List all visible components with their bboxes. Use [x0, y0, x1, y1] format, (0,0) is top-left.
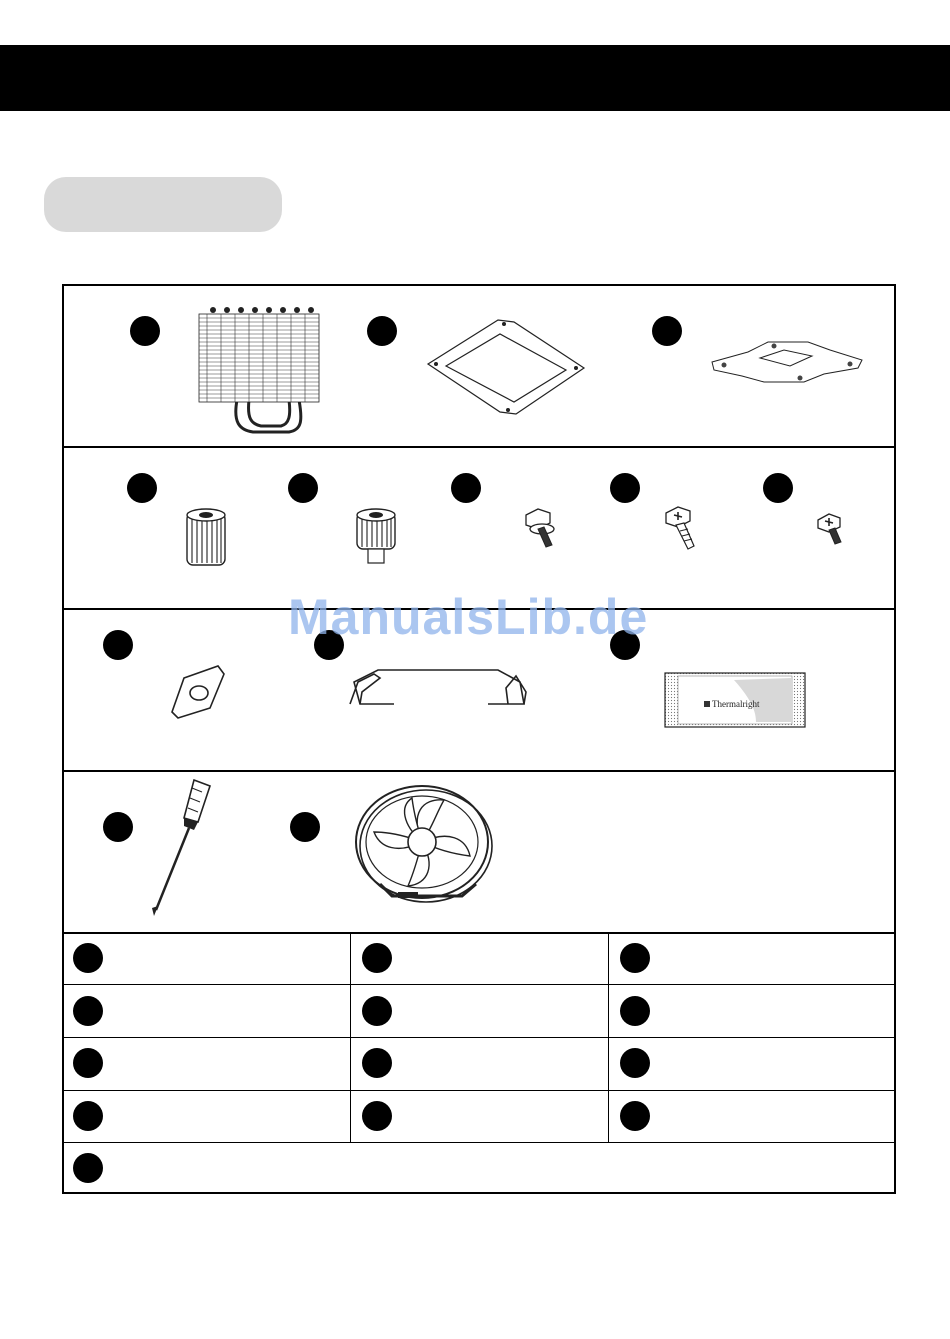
- legend-number-marker: [362, 1101, 392, 1131]
- part-number-marker: [288, 473, 318, 503]
- legend-divider: [64, 1090, 894, 1091]
- mounting-bracket-frame-icon: [424, 316, 588, 418]
- long-screw-icon: [662, 503, 702, 553]
- legend-column-divider: [350, 932, 351, 1142]
- tall-standoff-icon: [183, 505, 229, 571]
- thermal-paste-brand-label: Thermalright: [712, 699, 760, 709]
- legend-number-marker: [620, 943, 650, 973]
- short-standoff-icon: [353, 505, 399, 567]
- part-number-marker: [127, 473, 157, 503]
- legend-number-marker: [362, 943, 392, 973]
- legend-number-marker: [73, 943, 103, 973]
- screwdriver-icon: [148, 778, 218, 918]
- short-screw-icon: [815, 510, 849, 548]
- backplate-icon: [708, 336, 866, 386]
- legend-number-marker: [73, 1048, 103, 1078]
- part-number-marker: [763, 473, 793, 503]
- parts-list-frame: [62, 284, 896, 1194]
- row-divider: [64, 446, 894, 448]
- legend-number-marker: [620, 1101, 650, 1131]
- legend-number-marker: [73, 1153, 103, 1183]
- part-number-marker: [367, 316, 397, 346]
- watermark: ManualsLib.de: [288, 589, 649, 645]
- legend-number-marker: [362, 996, 392, 1026]
- part-number-marker: [610, 473, 640, 503]
- legend-divider: [64, 1142, 894, 1143]
- part-number-marker: [451, 473, 481, 503]
- legend-number-marker: [73, 996, 103, 1026]
- heatsink-icon: [193, 302, 325, 442]
- legend-number-marker: [73, 1101, 103, 1131]
- legend-number-marker: [620, 996, 650, 1026]
- thermal-paste-packet-icon: [664, 672, 806, 728]
- legend-divider: [64, 1037, 894, 1038]
- row-divider: [64, 932, 894, 934]
- legend-number-marker: [620, 1048, 650, 1078]
- part-number-marker: [103, 812, 133, 842]
- insulating-pad-icon: [168, 664, 226, 720]
- legend-number-marker: [362, 1048, 392, 1078]
- part-number-marker: [290, 812, 320, 842]
- part-number-marker: [652, 316, 682, 346]
- row-divider: [64, 770, 894, 772]
- washer-screw-icon: [522, 505, 562, 551]
- header-bar: [0, 45, 950, 111]
- section-title-pill: [44, 177, 282, 232]
- part-number-marker: [103, 630, 133, 660]
- fan-clip-icon: [348, 668, 530, 712]
- legend-divider: [64, 984, 894, 985]
- fan-icon: [352, 784, 496, 908]
- legend-column-divider: [608, 932, 609, 1142]
- part-number-marker: [130, 316, 160, 346]
